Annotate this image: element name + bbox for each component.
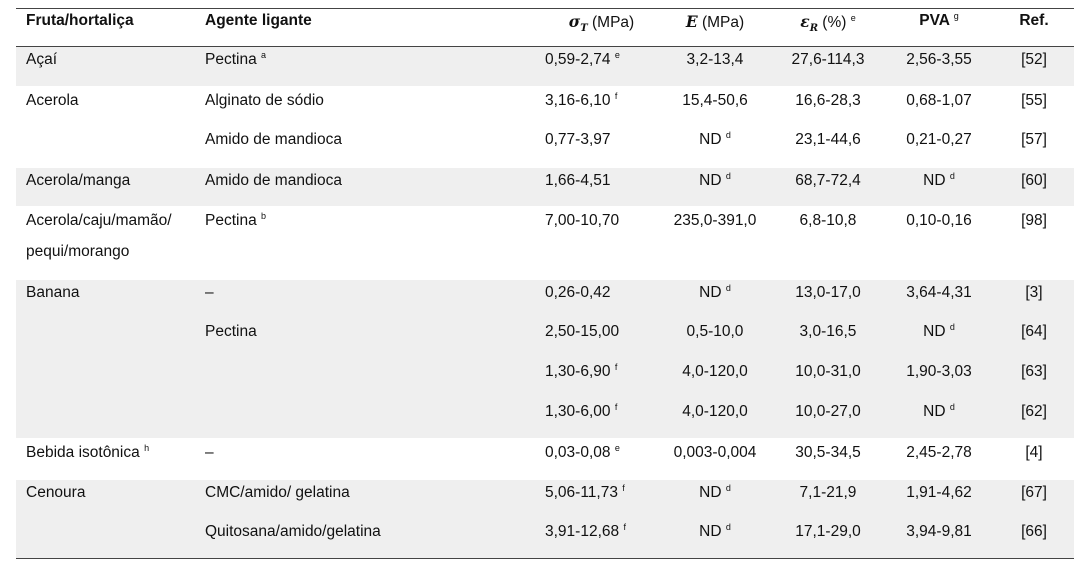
cell-text: 3,91-12,68	[545, 522, 620, 540]
cell-agent	[205, 127, 535, 167]
cell-text: –	[205, 283, 214, 301]
cell-text: 3,94-9,81	[906, 522, 972, 540]
footnote-marker: d	[949, 401, 955, 412]
cell-elongation	[772, 207, 884, 279]
cell-text: 0,77-3,97	[545, 130, 611, 148]
cell-text: 4,0-120,0	[682, 362, 748, 380]
cell-elastic-modulus	[658, 87, 772, 127]
table-row	[16, 359, 1074, 399]
header-pva	[884, 9, 994, 47]
footnote-marker: d	[725, 482, 731, 493]
cell-fruit	[16, 439, 205, 479]
cell-text: ND	[699, 130, 722, 148]
cell-elastic-modulus	[658, 359, 772, 399]
cell-agent	[205, 87, 535, 127]
cell-tensile-strength	[535, 399, 658, 439]
cell-text: ND	[923, 322, 946, 340]
cell-text: [64]	[1021, 322, 1047, 340]
cell-fruit	[16, 399, 205, 439]
cell-elastic-modulus	[658, 207, 772, 279]
table-row	[16, 87, 1074, 127]
cell-elastic-modulus	[658, 47, 772, 87]
cell-ref	[994, 47, 1074, 87]
cell-pva	[884, 127, 994, 167]
table-row	[16, 399, 1074, 439]
cell-tensile-strength	[535, 479, 658, 519]
cell-text: 0,68-1,07	[906, 91, 972, 109]
footnote-marker: d	[725, 129, 731, 140]
cell-tensile-strength	[535, 167, 658, 207]
cell-text: [98]	[1021, 211, 1047, 229]
cell-ref	[994, 439, 1074, 479]
cell-text: 15,4-50,6	[682, 91, 748, 109]
cell-text: 235,0-391,0	[673, 211, 757, 229]
cell-text: Acerola	[26, 91, 79, 109]
cell-text: 2,56-3,55	[906, 51, 972, 68]
header-text: Agente ligante	[205, 12, 312, 29]
cell-text: 30,5-34,5	[795, 443, 861, 461]
cell-text: Bebida isotônica	[26, 443, 140, 461]
cell-elongation	[772, 167, 884, 207]
cell-text: Quitosana/amido/gelatina	[205, 522, 381, 540]
cell-text: Amido de mandioca	[205, 130, 342, 148]
cell-text: ND	[699, 483, 722, 501]
cell-text: ND	[923, 171, 946, 189]
cell-agent	[205, 359, 535, 399]
cell-text: 5,06-11,73	[545, 483, 618, 501]
cell-text: Amido de mandioca	[205, 171, 342, 189]
cell-text: ND	[699, 283, 722, 301]
cell-tensile-strength	[535, 207, 658, 279]
cell-elongation	[772, 47, 884, 87]
cell-agent	[205, 319, 535, 359]
cell-text: Pectina	[205, 211, 257, 229]
cell-text: [62]	[1021, 402, 1047, 420]
header-text: R	[809, 23, 818, 35]
cell-text: 0,59-2,74	[545, 51, 611, 68]
cell-pva	[884, 439, 994, 479]
cell-text: ND	[699, 171, 722, 189]
footnote-marker: d	[725, 521, 731, 532]
cell-fruit	[16, 319, 205, 359]
header-ref	[994, 9, 1074, 47]
cell-text: 7,00-10,70	[545, 211, 620, 229]
header-text: ε	[800, 12, 810, 31]
cell-text: 13,0-17,0	[795, 283, 861, 301]
cell-text: 4,0-120,0	[682, 402, 748, 420]
cell-text: Pectina	[205, 51, 257, 68]
properties-table	[16, 8, 1074, 559]
cell-text: 0,21-0,27	[906, 130, 972, 148]
table-row	[16, 439, 1074, 479]
cell-fruit	[16, 479, 205, 519]
cell-elongation	[772, 479, 884, 519]
footnote-marker: d	[949, 321, 955, 332]
cell-text: 7,1-21,9	[799, 483, 857, 501]
cell-text: 3,64-4,31	[906, 283, 972, 301]
cell-agent	[205, 439, 535, 479]
footnote-marker: f	[614, 401, 618, 412]
cell-text: 2,50-15,00	[545, 322, 620, 340]
header-text: Fruta/hortaliça	[26, 12, 134, 29]
cell-text: 23,1-44,6	[795, 130, 861, 148]
cell-fruit	[16, 127, 205, 167]
cell-elongation	[772, 319, 884, 359]
header-text: PVA	[919, 12, 950, 29]
cell-pva	[884, 87, 994, 127]
footnote-marker: h	[144, 442, 150, 453]
cell-elastic-modulus	[658, 479, 772, 519]
cell-pva	[884, 479, 994, 519]
cell-elastic-modulus	[658, 127, 772, 167]
table-row	[16, 207, 1074, 279]
cell-fruit	[16, 87, 205, 127]
table-row	[16, 479, 1074, 519]
cell-pva	[884, 319, 994, 359]
cell-text: 3,2-13,4	[686, 51, 744, 68]
cell-text: 2,45-2,78	[906, 443, 972, 461]
cell-tensile-strength	[535, 127, 658, 167]
footnote-marker: e	[614, 50, 620, 60]
cell-pva	[884, 279, 994, 319]
cell-ref	[994, 399, 1074, 439]
header-text: (%)	[818, 14, 847, 31]
cell-text: 1,91-4,62	[906, 483, 972, 501]
cell-text: Acerola/manga	[26, 171, 131, 189]
cell-pva	[884, 399, 994, 439]
cell-text: 10,0-31,0	[795, 362, 861, 380]
cell-fruit	[16, 47, 205, 87]
cell-text: Açaí	[26, 51, 58, 68]
footnote-marker: d	[725, 282, 731, 293]
cell-text: 3,0-16,5	[799, 322, 857, 340]
header-text: E	[685, 12, 698, 31]
cell-text: [3]	[1025, 283, 1043, 301]
cell-elongation	[772, 439, 884, 479]
cell-text: [55]	[1021, 91, 1047, 109]
footnote-marker: f	[622, 482, 625, 493]
cell-text: 6,8-10,8	[799, 211, 857, 229]
cell-text: 0,03-0,08	[545, 443, 611, 461]
cell-tensile-strength	[535, 87, 658, 127]
cell-text: 27,6-114,3	[791, 51, 865, 68]
cell-text: [4]	[1025, 443, 1043, 461]
header-agent	[205, 9, 535, 47]
cell-text: Banana	[26, 283, 80, 301]
table-row	[16, 519, 1074, 559]
cell-text: ND	[699, 522, 722, 540]
cell-text: CMC/amido/ gelatina	[205, 483, 350, 501]
cell-pva	[884, 519, 994, 559]
cell-text: 0,003-0,004	[673, 443, 757, 461]
cell-ref	[994, 359, 1074, 399]
cell-pva	[884, 359, 994, 399]
header-text: (MPa)	[587, 14, 635, 31]
footnote-marker: g	[953, 11, 959, 21]
footnote-marker: a	[261, 50, 267, 60]
cell-text: 3,16-6,10	[545, 91, 611, 109]
cell-agent	[205, 399, 535, 439]
footnote-marker: e	[850, 13, 856, 23]
cell-text: 0,26-0,42	[545, 283, 611, 301]
cell-tensile-strength	[535, 47, 658, 87]
cell-agent	[205, 47, 535, 87]
cell-text: Cenoura	[26, 483, 86, 501]
cell-ref	[994, 279, 1074, 319]
cell-fruit	[16, 359, 205, 399]
cell-text: [52]	[1021, 51, 1047, 68]
cell-text: [66]	[1021, 522, 1047, 540]
header-text: (MPa)	[697, 14, 745, 31]
cell-pva	[884, 207, 994, 279]
cell-pva	[884, 167, 994, 207]
cell-agent	[205, 479, 535, 519]
cell-fruit	[16, 519, 205, 559]
table-row	[16, 319, 1074, 359]
footnote-marker: d	[725, 170, 731, 181]
cell-text: pequi/morango	[26, 242, 130, 260]
header-tensile-strength	[535, 9, 658, 47]
cell-text: 1,30-6,00	[545, 402, 611, 420]
cell-ref	[994, 479, 1074, 519]
footnote-marker: e	[614, 442, 620, 453]
cell-pva	[884, 47, 994, 87]
table-header-row	[16, 9, 1074, 47]
table-row	[16, 167, 1074, 207]
cell-text: 1,66-4,51	[545, 171, 611, 189]
header-fruit	[16, 9, 205, 47]
cell-text: 0,10-0,16	[906, 211, 972, 229]
cell-text: –	[205, 443, 214, 461]
cell-agent	[205, 519, 535, 559]
table-row	[16, 127, 1074, 167]
cell-text: 0,5-10,0	[686, 322, 744, 340]
cell-elongation	[772, 87, 884, 127]
header-text: σ	[568, 12, 581, 31]
cell-fruit	[16, 207, 205, 279]
cell-fruit	[16, 167, 205, 207]
cell-text: ND	[923, 402, 946, 420]
cell-tensile-strength	[535, 359, 658, 399]
cell-fruit	[16, 279, 205, 319]
header-elongation	[772, 9, 884, 47]
cell-text: [67]	[1021, 483, 1047, 501]
cell-text: 16,6-28,3	[795, 91, 861, 109]
cell-elongation	[772, 519, 884, 559]
cell-tensile-strength	[535, 279, 658, 319]
cell-text: 10,0-27,0	[795, 402, 861, 420]
table-row	[16, 279, 1074, 319]
cell-elastic-modulus	[658, 399, 772, 439]
cell-elastic-modulus	[658, 167, 772, 207]
cell-elongation	[772, 399, 884, 439]
footnote-marker: d	[949, 170, 955, 181]
cell-tensile-strength	[535, 319, 658, 359]
header-text: T	[580, 23, 588, 35]
cell-tensile-strength	[535, 439, 658, 479]
cell-ref	[994, 167, 1074, 207]
cell-elongation	[772, 127, 884, 167]
footnote-marker: f	[614, 361, 618, 372]
header-text: Ref.	[1019, 12, 1049, 29]
cell-text: Pectina	[205, 322, 257, 340]
cell-text: [60]	[1021, 171, 1047, 189]
cell-elastic-modulus	[658, 319, 772, 359]
cell-ref	[994, 519, 1074, 559]
cell-text: [57]	[1021, 130, 1047, 148]
cell-elastic-modulus	[658, 279, 772, 319]
cell-tensile-strength	[535, 519, 658, 559]
cell-text: Acerola/caju/mamão/	[26, 211, 172, 229]
cell-text: 1,90-3,03	[906, 362, 972, 380]
cell-ref	[994, 87, 1074, 127]
footnote-marker: f	[614, 90, 618, 101]
cell-text: 1,30-6,90	[545, 362, 611, 380]
cell-text: Alginato de sódio	[205, 91, 324, 109]
footnote-marker: b	[261, 210, 267, 221]
table-row	[16, 47, 1074, 87]
cell-ref	[994, 127, 1074, 167]
cell-agent	[205, 207, 535, 279]
cell-elastic-modulus	[658, 439, 772, 479]
cell-ref	[994, 207, 1074, 279]
cell-text: [63]	[1021, 362, 1047, 380]
cell-elongation	[772, 359, 884, 399]
cell-elastic-modulus	[658, 519, 772, 559]
cell-text: 17,1-29,0	[795, 522, 861, 540]
header-elastic-modulus	[658, 9, 772, 47]
cell-ref	[994, 319, 1074, 359]
footnote-marker: f	[623, 521, 626, 532]
cell-elongation	[772, 279, 884, 319]
cell-text: 68,7-72,4	[795, 171, 861, 189]
cell-agent	[205, 279, 535, 319]
cell-agent	[205, 167, 535, 207]
